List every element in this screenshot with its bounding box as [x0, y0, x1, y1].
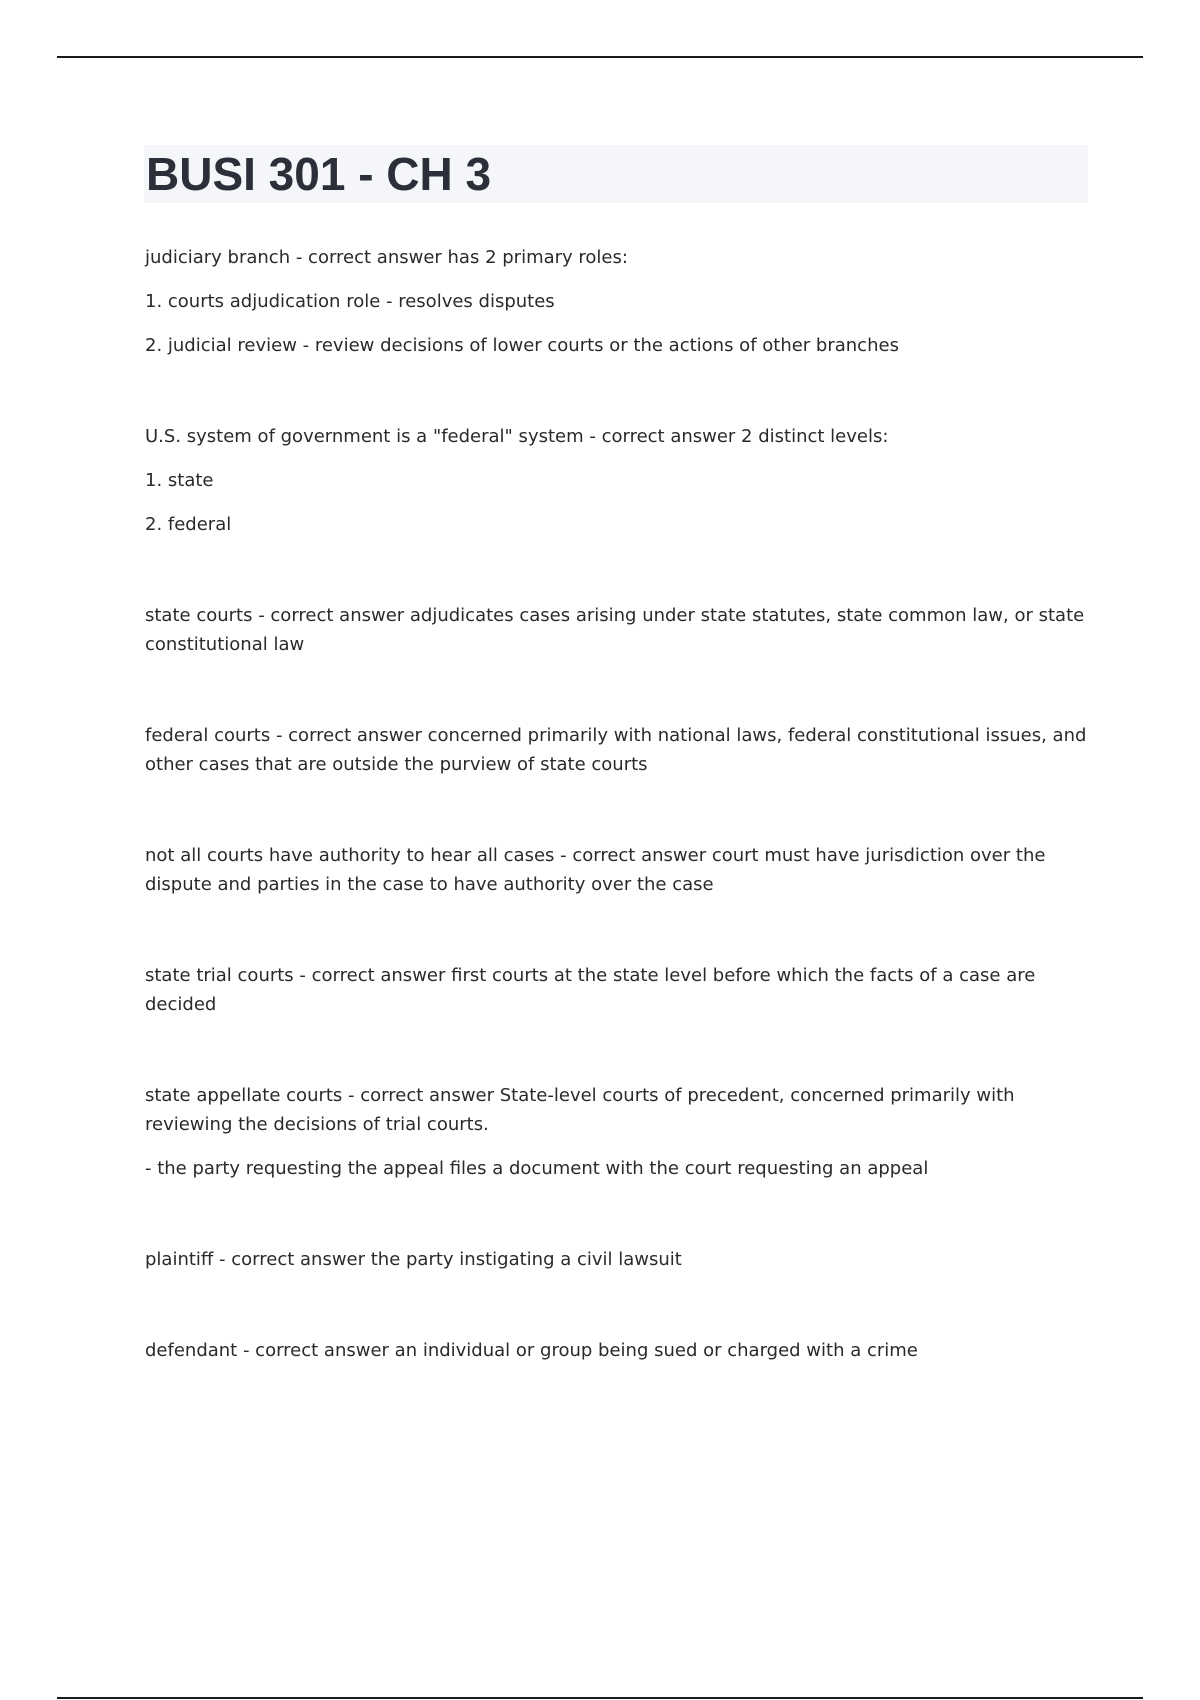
page-title: BUSI 301 - CH 3 — [146, 148, 492, 200]
card-line: 1. state — [145, 470, 214, 491]
card-line: judiciary branch - correct answer has 2 primary roles: — [145, 247, 628, 268]
card-line: 2. federal — [145, 514, 232, 535]
card-line: state trial courts - correct answer first courts at the state level before which the facts of a case are decided — [145, 965, 1036, 1015]
flashcard — [145, 841, 1095, 899]
card-line: not all courts have authority to hear all cases - correct answer court must have jurisdiction over the dispute and parties in the case to have authority over the case — [145, 845, 1046, 895]
flashcard — [145, 1336, 1095, 1365]
card-line: defendant - correct answer an individual or group being sued or charged with a crime — [145, 1340, 918, 1361]
flashcard — [145, 961, 1095, 1019]
card-line: - the party requesting the appeal files a document with the court requesting an appeal — [145, 1158, 929, 1179]
flashcard — [145, 243, 1095, 360]
flashcard — [145, 721, 1095, 779]
card-line: federal courts - correct answer concerned primarily with national laws, federal constitutional issues, and other cases that are outside the purview of state courts — [145, 725, 1087, 775]
flashcard — [145, 601, 1095, 659]
card-line: U.S. system of government is a "federal" system - correct answer 2 distinct levels: — [145, 426, 889, 447]
card-line: plaintiff - correct answer the party instigating a civil lawsuit — [145, 1249, 682, 1270]
bottom-rule — [57, 1697, 1143, 1699]
card-line: state courts - correct answer adjudicates cases arising under state statutes, state common law, or state constitutional law — [145, 605, 1085, 655]
card-line: 2. judicial review - review decisions of lower courts or the actions of other branches — [145, 335, 899, 356]
flashcard-list — [145, 243, 1095, 1427]
flashcard — [145, 1245, 1095, 1274]
top-rule — [57, 56, 1143, 58]
card-line: 1. courts adjudication role - resolves disputes — [145, 291, 555, 312]
flashcard — [145, 1081, 1095, 1183]
card-line: state appellate courts - correct answer State-level courts of precedent, concerned primarily with reviewing the decisions of trial courts. — [145, 1085, 1015, 1135]
flashcard — [145, 422, 1095, 539]
